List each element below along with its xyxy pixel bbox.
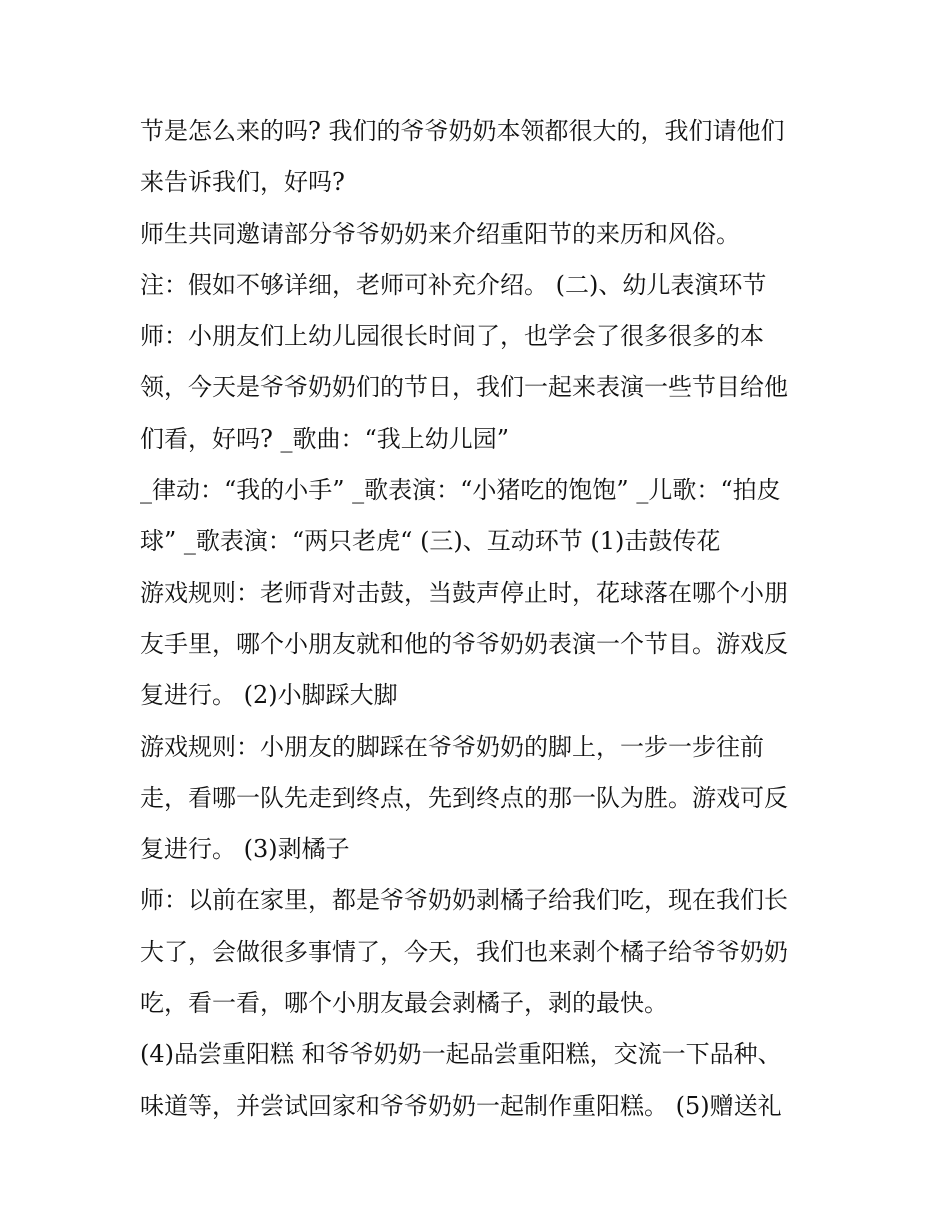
text-line: 友手里，哪个小朋友就和他的爷爷奶奶表演一个节目。游戏反 xyxy=(140,629,788,658)
text-line: 球” _歌表演：“两只老虎“ (三)、互动环节 (1)击鼓传花 xyxy=(140,527,721,556)
text-line: 吃，看一看，哪个小朋友最会剥橘子，剥的最快。 xyxy=(140,989,668,1018)
text-line: 领，今天是爷爷奶奶们的节日，我们一起来表演一些节目给他 xyxy=(140,373,788,402)
text-line: 走，看哪一队先走到终点，先到终点的那一队为胜。游戏可反 xyxy=(140,783,788,812)
text-line: 注：假如不够详细，老师可补充介绍。 (二)、幼儿表演环节 xyxy=(140,270,767,299)
text-line: 复进行。 (2)小脚踩大脚 xyxy=(140,681,398,710)
text-line: 师生共同邀请部分爷爷奶奶来介绍重阳节的来历和风俗。 xyxy=(140,219,740,248)
text-line: 节是怎么来的吗? 我们的爷爷奶奶本领都很大的，我们请他们 xyxy=(140,117,785,145)
text-line: 复进行。 (3)剥橘子 xyxy=(140,835,350,864)
text-line: 游戏规则：老师背对击鼓，当鼓声停止时，花球落在哪个小朋 xyxy=(140,578,788,607)
text-line: (4)品尝重阳糕 和爷爷奶奶一起品尝重阳糕，交流一下品种、 xyxy=(140,1040,782,1069)
document-body xyxy=(140,106,820,1132)
text-line: 大了，会做很多事情了，今天，我们也来剥个橘子给爷爷奶奶 xyxy=(140,937,788,966)
text-line: 味道等，并尝试回家和爷爷奶奶一起制作重阳糕。 (5)赠送礼 xyxy=(140,1091,782,1120)
text-line: 师：以前在家里，都是爷爷奶奶剥橘子给我们吃，现在我们长 xyxy=(140,886,788,915)
text-line: 游戏规则：小朋友的脚踩在爷爷奶奶的脚上，一步一步往前 xyxy=(140,732,764,761)
text-line: 们看，好吗? _歌曲：“我上幼儿园” xyxy=(140,424,510,453)
text-line: _律动：“我的小手” _歌表演：“小猪吃的饱饱” _儿歌：“拍皮 xyxy=(140,476,781,505)
text-line: 来告诉我们，好吗? xyxy=(140,168,345,197)
text-line: 师：小朋友们上幼儿园很长时间了，也学会了很多很多的本 xyxy=(140,322,764,351)
